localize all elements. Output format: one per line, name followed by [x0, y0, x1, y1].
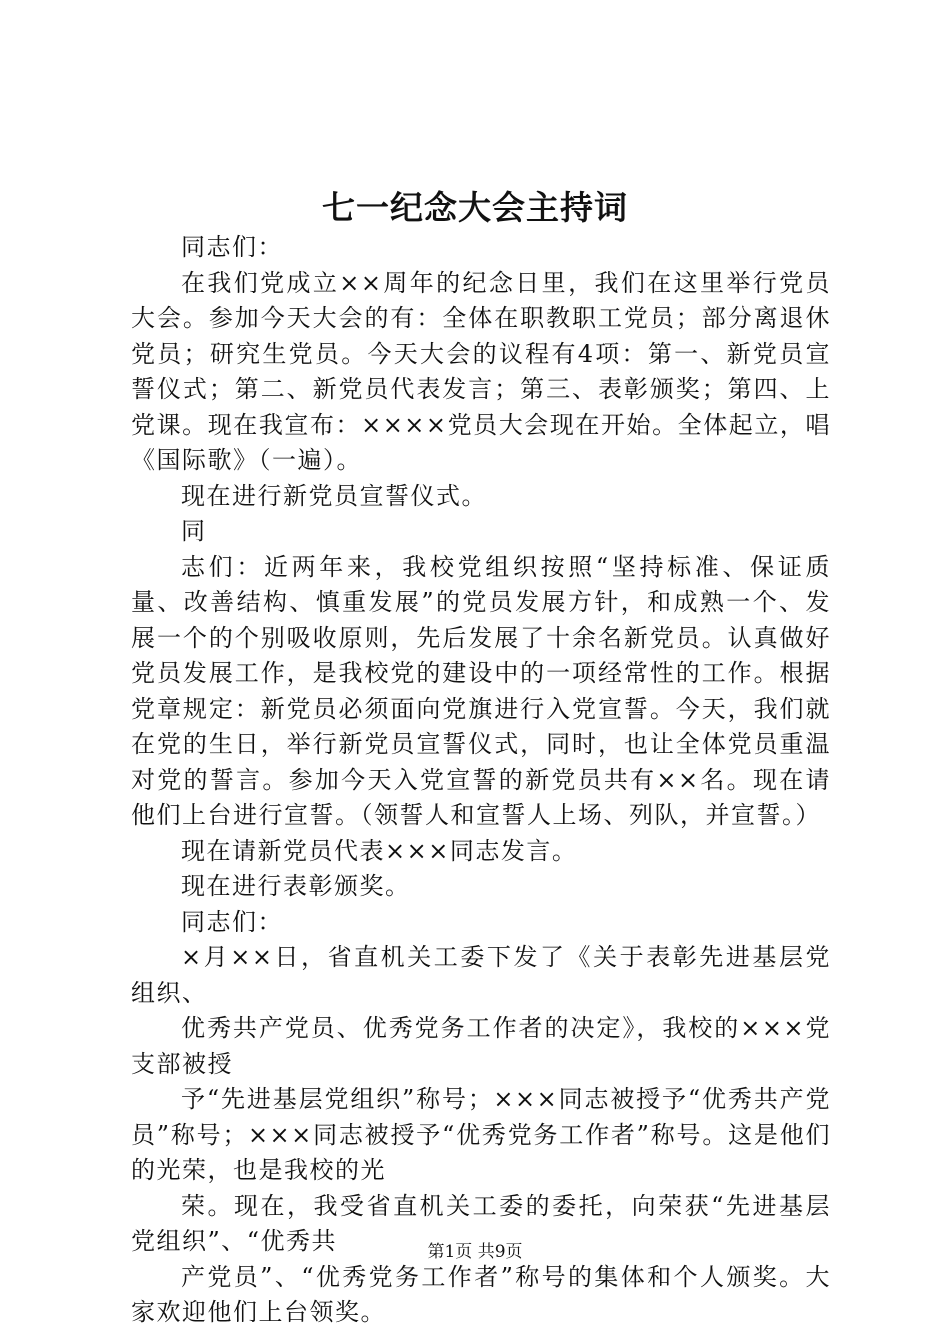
- paragraph-award-announcement: 现在进行表彰颁奖。: [181, 872, 411, 900]
- paragraph-salutation-1: 同志们：: [181, 233, 283, 261]
- document-body: [131, 230, 831, 1331]
- paragraph-oath-announcement: 现在进行新党员宣誓仪式。: [181, 481, 487, 510]
- paragraph-award-notice: ×月××日，省直机关工委下发了《关于表彰先进基层党组织、: [131, 943, 831, 1007]
- paragraph-representative-speech: 现在请新党员代表×××同志发言。: [181, 836, 578, 865]
- paragraph-opening: 在我们党成立××周年的纪念日里，我们在这里举行党员大会。参加今天大会的有：全体在职教职工党员；部分离退休党员；研究生党员。今天大会的议程有4项：第一、新党员宣誓仪式；第二、新党员代表发言；第三、表彰颁奖；第四、上党课。现在我宣布：××××党员大会现在开始。全体起立，唱《国际歌》（一遍）。: [131, 268, 831, 474]
- paragraph-award-presentation: 产党员”、“优秀党务工作者”称号的集体和个人颁奖。大家欢迎他们上台领奖。: [131, 1262, 831, 1326]
- paragraph-fragment: 同: [181, 517, 207, 545]
- paragraph-oath-ceremony: 志们：近两年来，我校党组织按照“坚持标准、保证质量、改善结构、慎重发展”的党员发展方针，和成熟一个、发展一个的个别吸收原则，先后发展了十余名新党员。认真做好党员发展工作，是我校党的建设中的一项经常性的工作。根据党章规定：新党员必须面向党旗进行入党宣誓。今天，我们就在党的生日，举行新党员宣誓仪式，同时，也让全体党员重温对党的誓言。参加今天入党宣誓的新党员共有××名。现在请他们上台进行宣誓。（领誓人和宣誓人上场、列队，并宣誓。）: [131, 552, 831, 829]
- page-number-footer: 第1页 共9页: [427, 1242, 523, 1262]
- paragraph-award-decision: 优秀共产党员、优秀党务工作者的决定》，我校的×××党支部被授: [131, 1014, 831, 1078]
- document-title: 七一纪念大会主持词: [322, 188, 628, 227]
- paragraph-award-honors: 予“先进基层党组织”称号；×××同志被授予“优秀共产党员”称号；×××同志被授予“优秀党务工作者”称号。这是他们的光荣，也是我校的光: [131, 1085, 831, 1184]
- paragraph-award-commission: 荣。现在，我受省直机关工委的委托，向荣获“先进基层党组织”、“优秀共: [131, 1191, 831, 1255]
- paragraph-salutation-2: 同志们：: [181, 907, 283, 936]
